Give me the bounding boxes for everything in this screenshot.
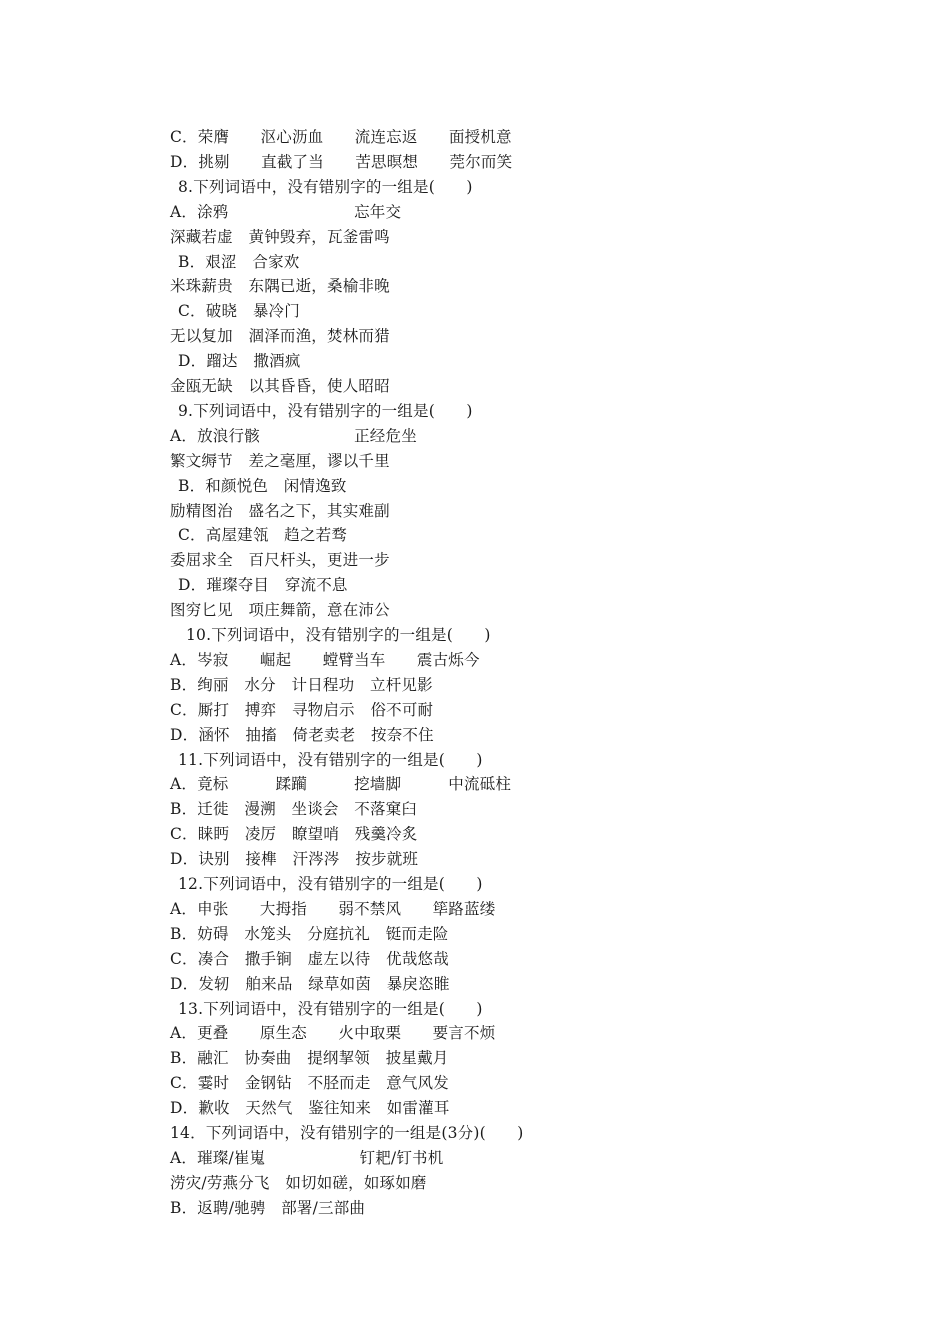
text-line: 图穷匕见 项庄舞箭，意在沛公 (170, 601, 390, 620)
text-line: C．睐眄 凌厉 瞭望哨 残羹冷炙 (170, 825, 418, 844)
text-line: 12.下列词语中，没有错别字的一组是( ) (178, 875, 483, 893)
text-line: A．更叠 原生态 火中取栗 要言不烦 (170, 1024, 496, 1043)
text-line: 13.下列词语中，没有错别字的一组是( ) (178, 999, 483, 1018)
text-line: C．霎时 金钢钻 不胫而走 意气风发 (170, 1074, 449, 1093)
text-line: 金瓯无缺 以其昏昏，使人昭昭 (170, 377, 390, 395)
text-line: D．歉收 天然气 鉴往知来 如雷灌耳 (170, 1099, 450, 1118)
text-line: D．璀璨夺目 穿流不息 (178, 576, 348, 595)
text-line: B．返聘/驰骋 部署/三部曲 (170, 1198, 366, 1217)
text-line: C．凑合 撒手锏 虚左以待 优哉悠哉 (170, 949, 449, 968)
text-line: B．妨碍 水笼头 分庭抗礼 铤而走险 (170, 924, 449, 943)
text-line: 深藏若虚 黄钟毁弃，瓦釜雷鸣 (170, 227, 390, 246)
text-line: 14．下列词语中，没有错别字的一组是(3分)( ) (170, 1124, 524, 1142)
text-line: 励精图治 盛名之下，其实难副 (170, 501, 390, 520)
text-line: 涝灾/劳燕分飞 如切如磋，如琢如磨 (170, 1173, 427, 1192)
text-line: A．涂鸦 忘年交 (170, 202, 402, 221)
text-line: C．厮打 搏弈 寻物启示 俗不可耐 (170, 700, 434, 719)
text-line: B．迁徙 漫溯 坐谈会 不落窠臼 (170, 800, 418, 819)
text-line: A．申张 大拇指 弱不禁风 筚路蓝缕 (170, 899, 496, 918)
text-line: D．发轫 舶来品 绿草如茵 暴戾恣睢 (170, 974, 450, 993)
text-line: B．艰涩 合家欢 (178, 252, 300, 271)
text-line: 8.下列词语中，没有错别字的一组是( ) (178, 177, 473, 196)
text-line: C．高屋建瓴 趋之若骛 (178, 526, 348, 545)
text-line: C．破晓 暴冷门 (178, 302, 300, 321)
text-line: A．璀璨/崔嵬 钉耙/钉书机 (170, 1148, 444, 1167)
text-line: B．绚丽 水分 计日程功 立杆见影 (170, 675, 433, 694)
text-line: A．岑寂 崛起 螳臂当车 震古烁今 (170, 650, 480, 669)
text-line: A．放浪行骸 正经危坐 (170, 426, 417, 445)
text-line: D．涵怀 抽搐 倚老卖老 按奈不住 (170, 725, 434, 744)
text-line: D．诀别 接榫 汗涔涔 按步就班 (170, 850, 419, 869)
text-line: B．融汇 协奏曲 提纲挈领 披星戴月 (170, 1049, 449, 1068)
text-line: A．竟标 蹂躏 挖墙脚 中流砥柱 (170, 775, 512, 794)
text-line: 11.下列词语中，没有错别字的一组是( ) (178, 750, 483, 769)
text-line: C．荣膺 沤心沥血 流连忘返 面授机意 (170, 128, 512, 146)
text-line: B．和颜悦色 闲情逸致 (178, 476, 347, 495)
text-line: 无以复加 涸泽而渔，焚林而猎 (170, 327, 390, 346)
text-line: 繁文缛节 差之毫厘，谬以千里 (170, 451, 390, 470)
text-line: D．挑剔 直截了当 苦思暝想 莞尔而笑 (170, 152, 513, 171)
text-line: D．蹓达 撒酒疯 (178, 352, 301, 371)
text-line: 9.下列词语中，没有错别字的一组是( ) (178, 401, 473, 420)
text-line: 委屈求全 百尺杆头，更进一步 (170, 551, 390, 570)
text-line: 米珠薪贵 东隅已逝，桑榆非晚 (170, 277, 390, 296)
text-line: 10.下列词语中，没有错别字的一组是( ) (186, 626, 491, 644)
